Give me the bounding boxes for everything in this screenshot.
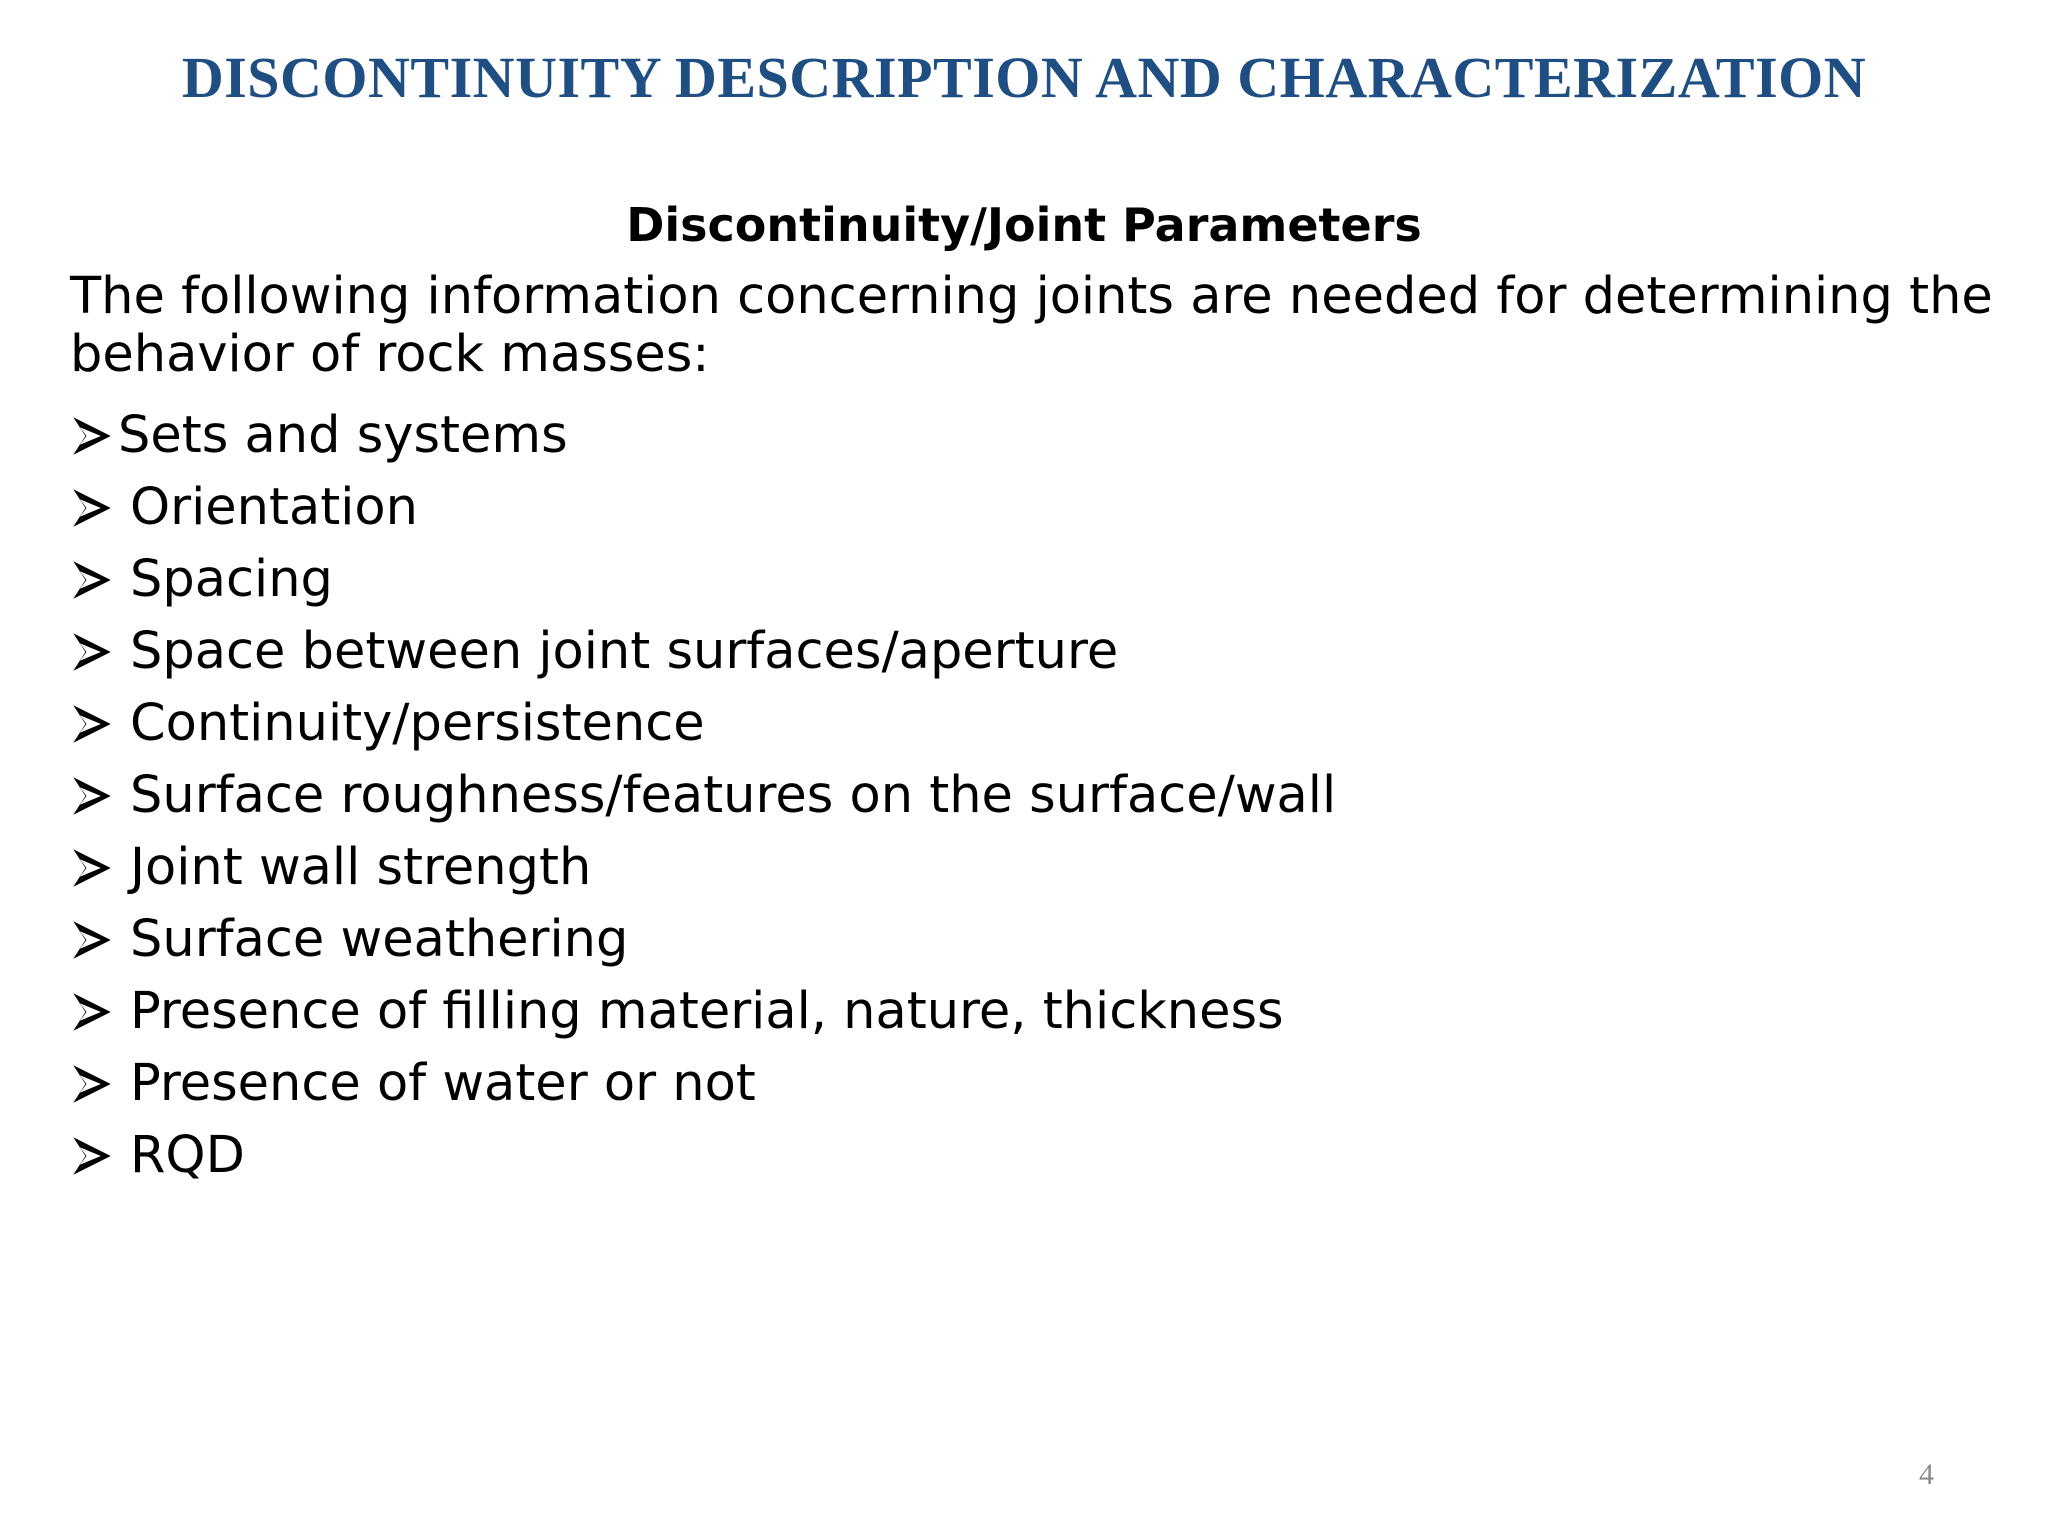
list-item [70,760,1336,832]
list-item [70,1120,1336,1192]
list-item-label: Surface roughness/features on the surface/wall [130,766,1337,825]
arrow-bullet-icon [70,990,114,1034]
list-item [70,1048,1336,1120]
arrow-bullet-icon [70,558,114,602]
list-item-label: Sets and systems [118,406,568,465]
list-item [70,688,1336,760]
list-item-label: Presence of water or not [130,1054,756,1113]
list-item-label: Continuity/persistence [130,694,705,753]
list-item-label: Joint wall strength [130,838,592,897]
arrow-bullet-icon [70,1134,114,1178]
arrow-bullet-icon [70,774,114,818]
slide-subtitle: Discontinuity/Joint Parameters [626,198,1422,252]
arrow-bullet-icon [70,846,114,890]
list-item [70,832,1336,904]
list-item [70,616,1336,688]
arrow-bullet-icon [70,486,114,530]
page-number: 4 [1919,1458,1934,1491]
list-item [70,544,1336,616]
list-item-label: Spacing [130,550,333,609]
list-item [70,400,1336,472]
intro-paragraph: The following information concerning joints are needed for determining the behavior of rock masses: [70,267,1993,384]
list-item [70,472,1336,544]
parameter-list [70,400,1336,1192]
list-item-label: RQD [130,1126,245,1185]
arrow-bullet-icon [70,1062,114,1106]
list-item-label: Orientation [130,478,418,537]
list-item [70,976,1336,1048]
slide-title: DISCONTINUITY DESCRIPTION AND CHARACTERIZATION [181,45,1867,110]
arrow-bullet-icon [70,414,114,458]
list-item-label: Space between joint surfaces/aperture [130,622,1119,681]
arrow-bullet-icon [70,630,114,674]
arrow-bullet-icon [70,918,114,962]
list-item-label: Presence of filling material, nature, thickness [130,982,1284,1041]
arrow-bullet-icon [70,702,114,746]
list-item-label: Surface weathering [130,910,629,969]
list-item [70,904,1336,976]
